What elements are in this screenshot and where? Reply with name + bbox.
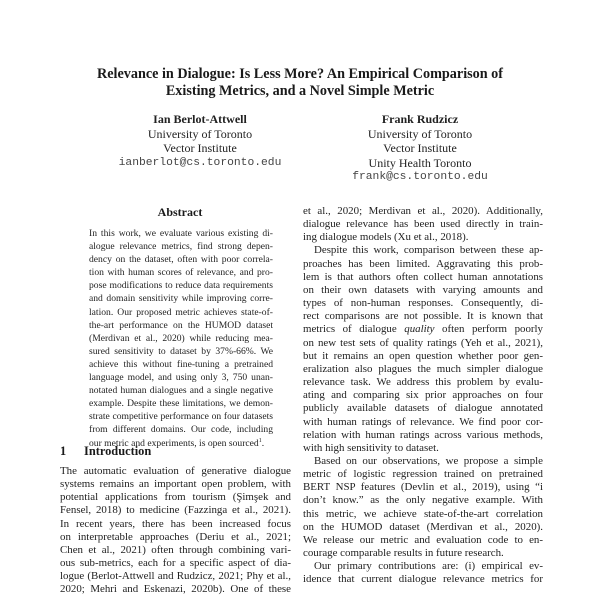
body-line: this metric, we achieve state-of-the-art correlation: [303, 507, 543, 520]
body-line: ing dialogue models (Xu et al., 2018).: [303, 231, 469, 244]
body-line: relation with human ratings across various methods,: [303, 428, 543, 441]
paper-title: [60, 66, 540, 100]
paragraph-start-line: Based on our observations, we propose a simple: [314, 454, 543, 467]
body-line: systems remains an important open problem, with: [60, 478, 291, 491]
body-line: metric of logistic regression trained on pretrained: [303, 468, 543, 481]
abstract-line: strate competitive performance on four datasets: [89, 411, 273, 423]
body-line: publicly available datasets of dialogue annotated: [303, 402, 543, 415]
abstract-line: from different domains. Our code, including: [89, 424, 273, 436]
body-line: ous sub-metrics, each for a specific aspect of dia-: [60, 557, 291, 570]
body-line: Chen et al., 2021) often through combining vari-: [60, 543, 291, 556]
author-email: frank@cs.toronto.edu: [352, 171, 488, 183]
author-affiliation: University of Toronto: [147, 126, 253, 141]
body-line: relevance task. We address this problem by evalu-: [303, 376, 543, 389]
body-line: but it remains an open question whether poor gen-: [303, 349, 543, 362]
abstract-line: sured sensitivity to dataset by 37%-66%. We: [89, 345, 273, 357]
author-name: Frank Rudzicz: [381, 112, 459, 126]
author-name: Ian Berlot-Attwell: [153, 112, 247, 126]
author-email: ianberlot@cs.toronto.edu: [118, 156, 282, 169]
author-affiliation: University of Toronto: [367, 126, 473, 141]
abstract-line-last: our metric and experiments, is open sourced$^1$.: [89, 437, 265, 449]
abstract-line: tion with human scores of relevance, and pro-: [89, 267, 273, 279]
body-line: on the HUMOD dataset (Merdivan et al., 2020).: [303, 520, 543, 533]
abstract-line: example. Despite these limitations, we demon-: [89, 398, 273, 410]
body-line: dialogue relevance has been used directly in train-: [303, 218, 543, 231]
abstract-line: notated human dialogues and a single negative: [89, 385, 273, 397]
abstract-line: pose modifications to reduce data requirements: [89, 280, 273, 292]
paragraph-start-line: Our primary contributions are: (i) empirical ev-: [314, 560, 543, 573]
abstract-heading: Abstract: [157, 205, 203, 219]
title-line-2: Existing Metrics, and a Novel Simple Metric: [165, 83, 435, 99]
body-line: on new test sets of quality ratings (Yeh et al., 2021),: [303, 336, 543, 349]
author-block-1: [100, 112, 300, 170]
body-line: on interpretable approaches (Deriu et al., 2021;: [60, 530, 291, 543]
body-line: don’t know.” as the only negative example. With: [303, 494, 543, 507]
body-line: idence that current dialogue relevance metrics for: [303, 573, 543, 586]
body-line: potential applications from tourism (Şimşek and: [60, 491, 291, 504]
author-block-2: [315, 112, 525, 185]
body-line: Fensel, 2018) to medicine (Fazzinga et al., 2021).: [60, 504, 291, 517]
abstract-line: dency on the dataset, often with poor correla-: [89, 254, 273, 266]
body-line: proaches has been limited. Aggravating this prob-: [303, 257, 543, 270]
body-line: rect comparisons are not possible. It is known that: [303, 310, 543, 323]
body-line: In recent years, there has been increased focus: [60, 517, 291, 530]
section-number: 1: [60, 444, 67, 458]
body-line: courage comparable results in future research.: [303, 547, 504, 560]
abstract-line: (Merdivan et al., 2020) while reducing mea-: [89, 332, 273, 344]
right-column-body: [303, 205, 543, 587]
paragraph-start-line: Despite this work, comparison between these ap-: [314, 244, 543, 257]
body-line: on their own datasets with varying amounts and: [303, 283, 543, 296]
abstract-body: [89, 227, 273, 450]
title-line-1: Relevance in Dialogue: Is Less More? An Empirical Comparison of: [96, 66, 504, 82]
left-column-body: [60, 465, 291, 597]
abstract-line: language model, and using only 3, 750 unan-: [89, 372, 273, 384]
italic-quality: quality: [404, 323, 435, 336]
body-line: ating and comparing six prior approaches on four: [303, 389, 543, 402]
abstract-line: and domain sensitivity while improving corre-: [89, 293, 273, 305]
body-line: et al., 2020; Merdivan et al., 2020). Additionally,: [303, 205, 543, 217]
body-line-quality: metrics of dialogue quality often perform poorly: [303, 323, 543, 336]
body-line: types of non-human responses. Consequently, di-: [303, 297, 543, 310]
body-line: with human ratings of relevance. We find poor cor-: [303, 415, 543, 428]
abstract-line: the-art performance on the HUMOD dataset: [89, 319, 273, 331]
body-line: lem is that authors often collect human annotations: [303, 270, 543, 283]
section-heading-introduction: [60, 444, 151, 458]
abstract-line: alogue relevance metrics, find strong depen-: [89, 241, 273, 253]
body-line: BERT NSP features (Devlin et al., 2019), using “i: [303, 481, 543, 494]
body-line: We release our metric and evaluation code to en-: [303, 533, 543, 546]
author-affiliation: Vector Institute: [163, 141, 237, 155]
footnote-marker[interactable]: 1: [258, 437, 262, 444]
abstract-line: achieve this without fine-tuning a pretrained: [89, 358, 273, 370]
section-title: Introduction: [84, 444, 152, 458]
body-line: logue (Berlot-Attwell and Rudzicz, 2021; Phy et al.,: [60, 570, 291, 583]
abstract-line: In this work, we evaluate various existing di-: [89, 228, 273, 239]
body-line: eralization also plagues the much simpler dialogue: [303, 362, 543, 375]
body-line: 2020; Mehri and Eskenazi, 2020b). One of these: [60, 583, 291, 596]
body-line: with high sensitivity to dataset.: [303, 441, 439, 454]
body-line: The automatic evaluation of generative dialogue: [60, 465, 291, 477]
author-affiliation: Unity Health Toronto: [368, 155, 472, 170]
author-affiliation: Vector Institute: [383, 141, 457, 155]
abstract-line: lation. Our proposed metric achieves state-of-: [89, 306, 273, 318]
